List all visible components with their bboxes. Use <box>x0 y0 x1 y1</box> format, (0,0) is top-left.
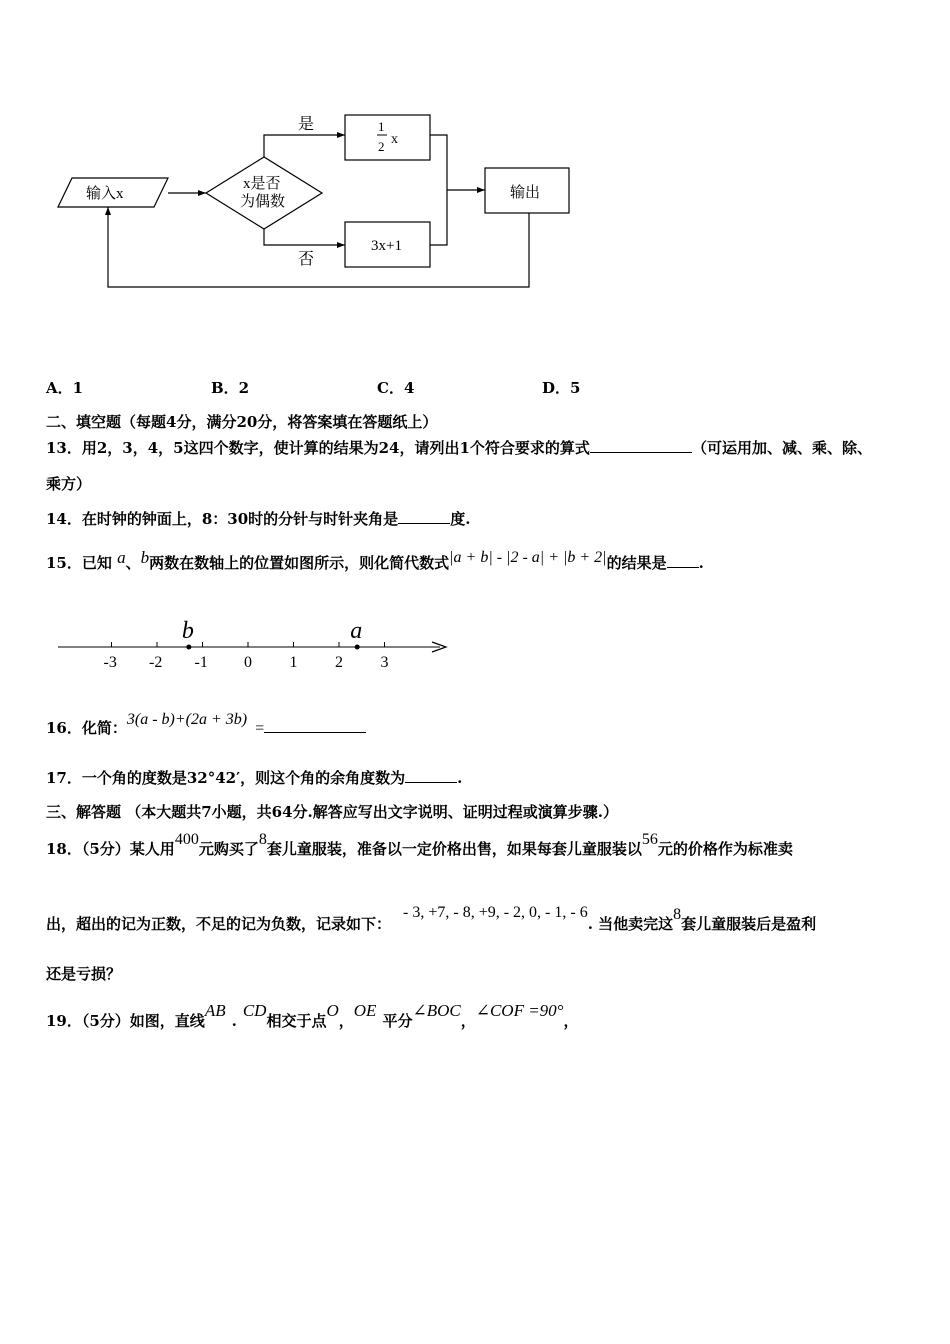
decision-diamond <box>206 157 322 229</box>
q15-sep: 、 <box>125 554 141 572</box>
number-line-point-b <box>186 645 191 650</box>
question-18-line1 <box>46 831 793 859</box>
q19-p2: 相交于点 <box>266 1012 327 1030</box>
decision-line2: 为偶数 <box>240 194 286 210</box>
q19-AB: AB <box>204 1001 226 1020</box>
question-14 <box>46 508 470 529</box>
output-label: 输出 <box>510 185 541 201</box>
question-13 <box>46 437 872 458</box>
q15-b: b <box>140 548 150 567</box>
q18-p1: 18．（5分）某人用 <box>46 840 175 858</box>
yes-label: 是 <box>298 116 315 133</box>
half-variable: x <box>391 132 398 147</box>
q17-text: 17．一个角的度数是32°42′，则这个角的余角度数为 <box>46 769 406 787</box>
q16-equals: = <box>255 720 265 737</box>
q13-blank <box>590 438 692 453</box>
q17-end: . <box>457 769 463 787</box>
q19-comma1: ， <box>338 1012 354 1030</box>
section-2-heading: 二、填空题（每题4分，满分20分，将答案填在答题纸上） <box>46 413 438 431</box>
question-15 <box>46 548 704 573</box>
q15-a: a <box>117 548 126 567</box>
half-denominator: 2 <box>378 139 385 154</box>
q13-continuation: 乘方） <box>46 475 92 493</box>
question-18-line2 <box>46 904 817 934</box>
q15-mid: 两数在数轴上的位置如图所示，则化简代数式 <box>149 554 450 572</box>
decision-line1: x是否 <box>243 176 281 192</box>
q13-tail: （可运用加、减、乘、除、 <box>691 439 872 457</box>
q16-expression: 3(a - b)+(2a + 3b) <box>126 711 248 728</box>
flowchart <box>0 0 950 300</box>
number-line-tick-label: -1 <box>194 654 208 671</box>
half-numerator: 1 <box>378 119 385 134</box>
q18-56: 56 <box>641 831 658 848</box>
question-18-line3: 还是亏损？ <box>46 965 122 983</box>
q14-tail: 度. <box>450 510 471 528</box>
q18-400: 400 <box>174 831 199 848</box>
q15-pre: 15．已知 <box>46 554 112 572</box>
q18-p4: 元的价格作为标准卖 <box>657 840 793 858</box>
q18-p2: 元购买了 <box>198 840 259 858</box>
number-line-tick-label: 0 <box>244 654 252 671</box>
q18-8: 8 <box>258 831 267 848</box>
q17-blank <box>405 768 457 783</box>
option-b: B．2 <box>211 379 250 397</box>
q14-text: 14．在时钟的钟面上，8：30时的分针与时针夹角是 <box>46 510 399 528</box>
q14-blank <box>398 509 450 524</box>
q18-p6: . 当他卖完这 <box>587 915 674 933</box>
q16-blank <box>264 718 366 733</box>
q19-comma2: ， <box>460 1012 476 1030</box>
section-3-heading: 三、解答题 （本大题共7小题，共64分.解答应写出文字说明、证明过程或演算步骤.） <box>46 803 618 821</box>
question-17 <box>46 767 462 788</box>
q15-end: . <box>698 554 704 572</box>
q15-tail: 的结果是 <box>606 554 667 572</box>
q19-comma3: ， <box>563 1012 579 1030</box>
number-line-tick-label: -3 <box>103 654 117 671</box>
q19-p1: 19．（5分）如图，直线 <box>46 1012 205 1030</box>
q16-pre: 16．化简： <box>46 719 127 737</box>
option-c: C．4 <box>377 379 415 397</box>
input-label: 输入x <box>86 186 124 202</box>
q15-expression: |a + b| - |2 - a| + |b + 2| <box>449 549 607 566</box>
q15-blank <box>667 553 699 568</box>
q19-angle-cof: ∠COF =90° <box>475 1001 564 1020</box>
number-line-label-a: a <box>350 618 363 644</box>
question-16 <box>46 711 366 738</box>
q19-p3: 平分 <box>382 1012 413 1030</box>
q18-p5: 出，超出的记为正数，不足的记为负数，记录如下： <box>46 915 392 933</box>
number-line-tick-label: 3 <box>380 654 389 671</box>
q19-OE: OE <box>353 1001 377 1020</box>
q19-dot: . <box>231 1012 237 1030</box>
odd-expression: 3x+1 <box>371 238 402 254</box>
no-label: 否 <box>298 251 315 268</box>
q13-text: 13．用2，3，4，5这四个数字，使计算的结果为24，请列出1个符合要求的算式 <box>46 439 590 457</box>
q18-record: - 3, +7, - 8, +9, - 2, 0, - 1, - 6 <box>403 904 588 921</box>
number-line <box>0 600 950 680</box>
half-box <box>345 115 430 160</box>
question-19 <box>46 1001 579 1031</box>
q19-angle-boc: ∠BOC <box>412 1001 461 1020</box>
q19-CD: CD <box>242 1001 267 1020</box>
number-line-tick-label: 2 <box>335 654 343 671</box>
number-line-tick-label: 1 <box>289 654 298 671</box>
number-line-point-a <box>355 645 360 650</box>
q18-p3: 套儿童服装，准备以一定价格出售，如果每套儿童服装以 <box>266 840 642 858</box>
number-line-tick-label: -2 <box>149 654 163 671</box>
option-d: D．5 <box>542 379 581 397</box>
q18-p7: 套儿童服装后是盈利 <box>681 915 817 933</box>
q19-O: O <box>326 1001 339 1020</box>
q18-8b: 8 <box>673 906 682 923</box>
number-line-label-b: b <box>181 618 194 644</box>
option-a: A．1 <box>46 379 84 397</box>
